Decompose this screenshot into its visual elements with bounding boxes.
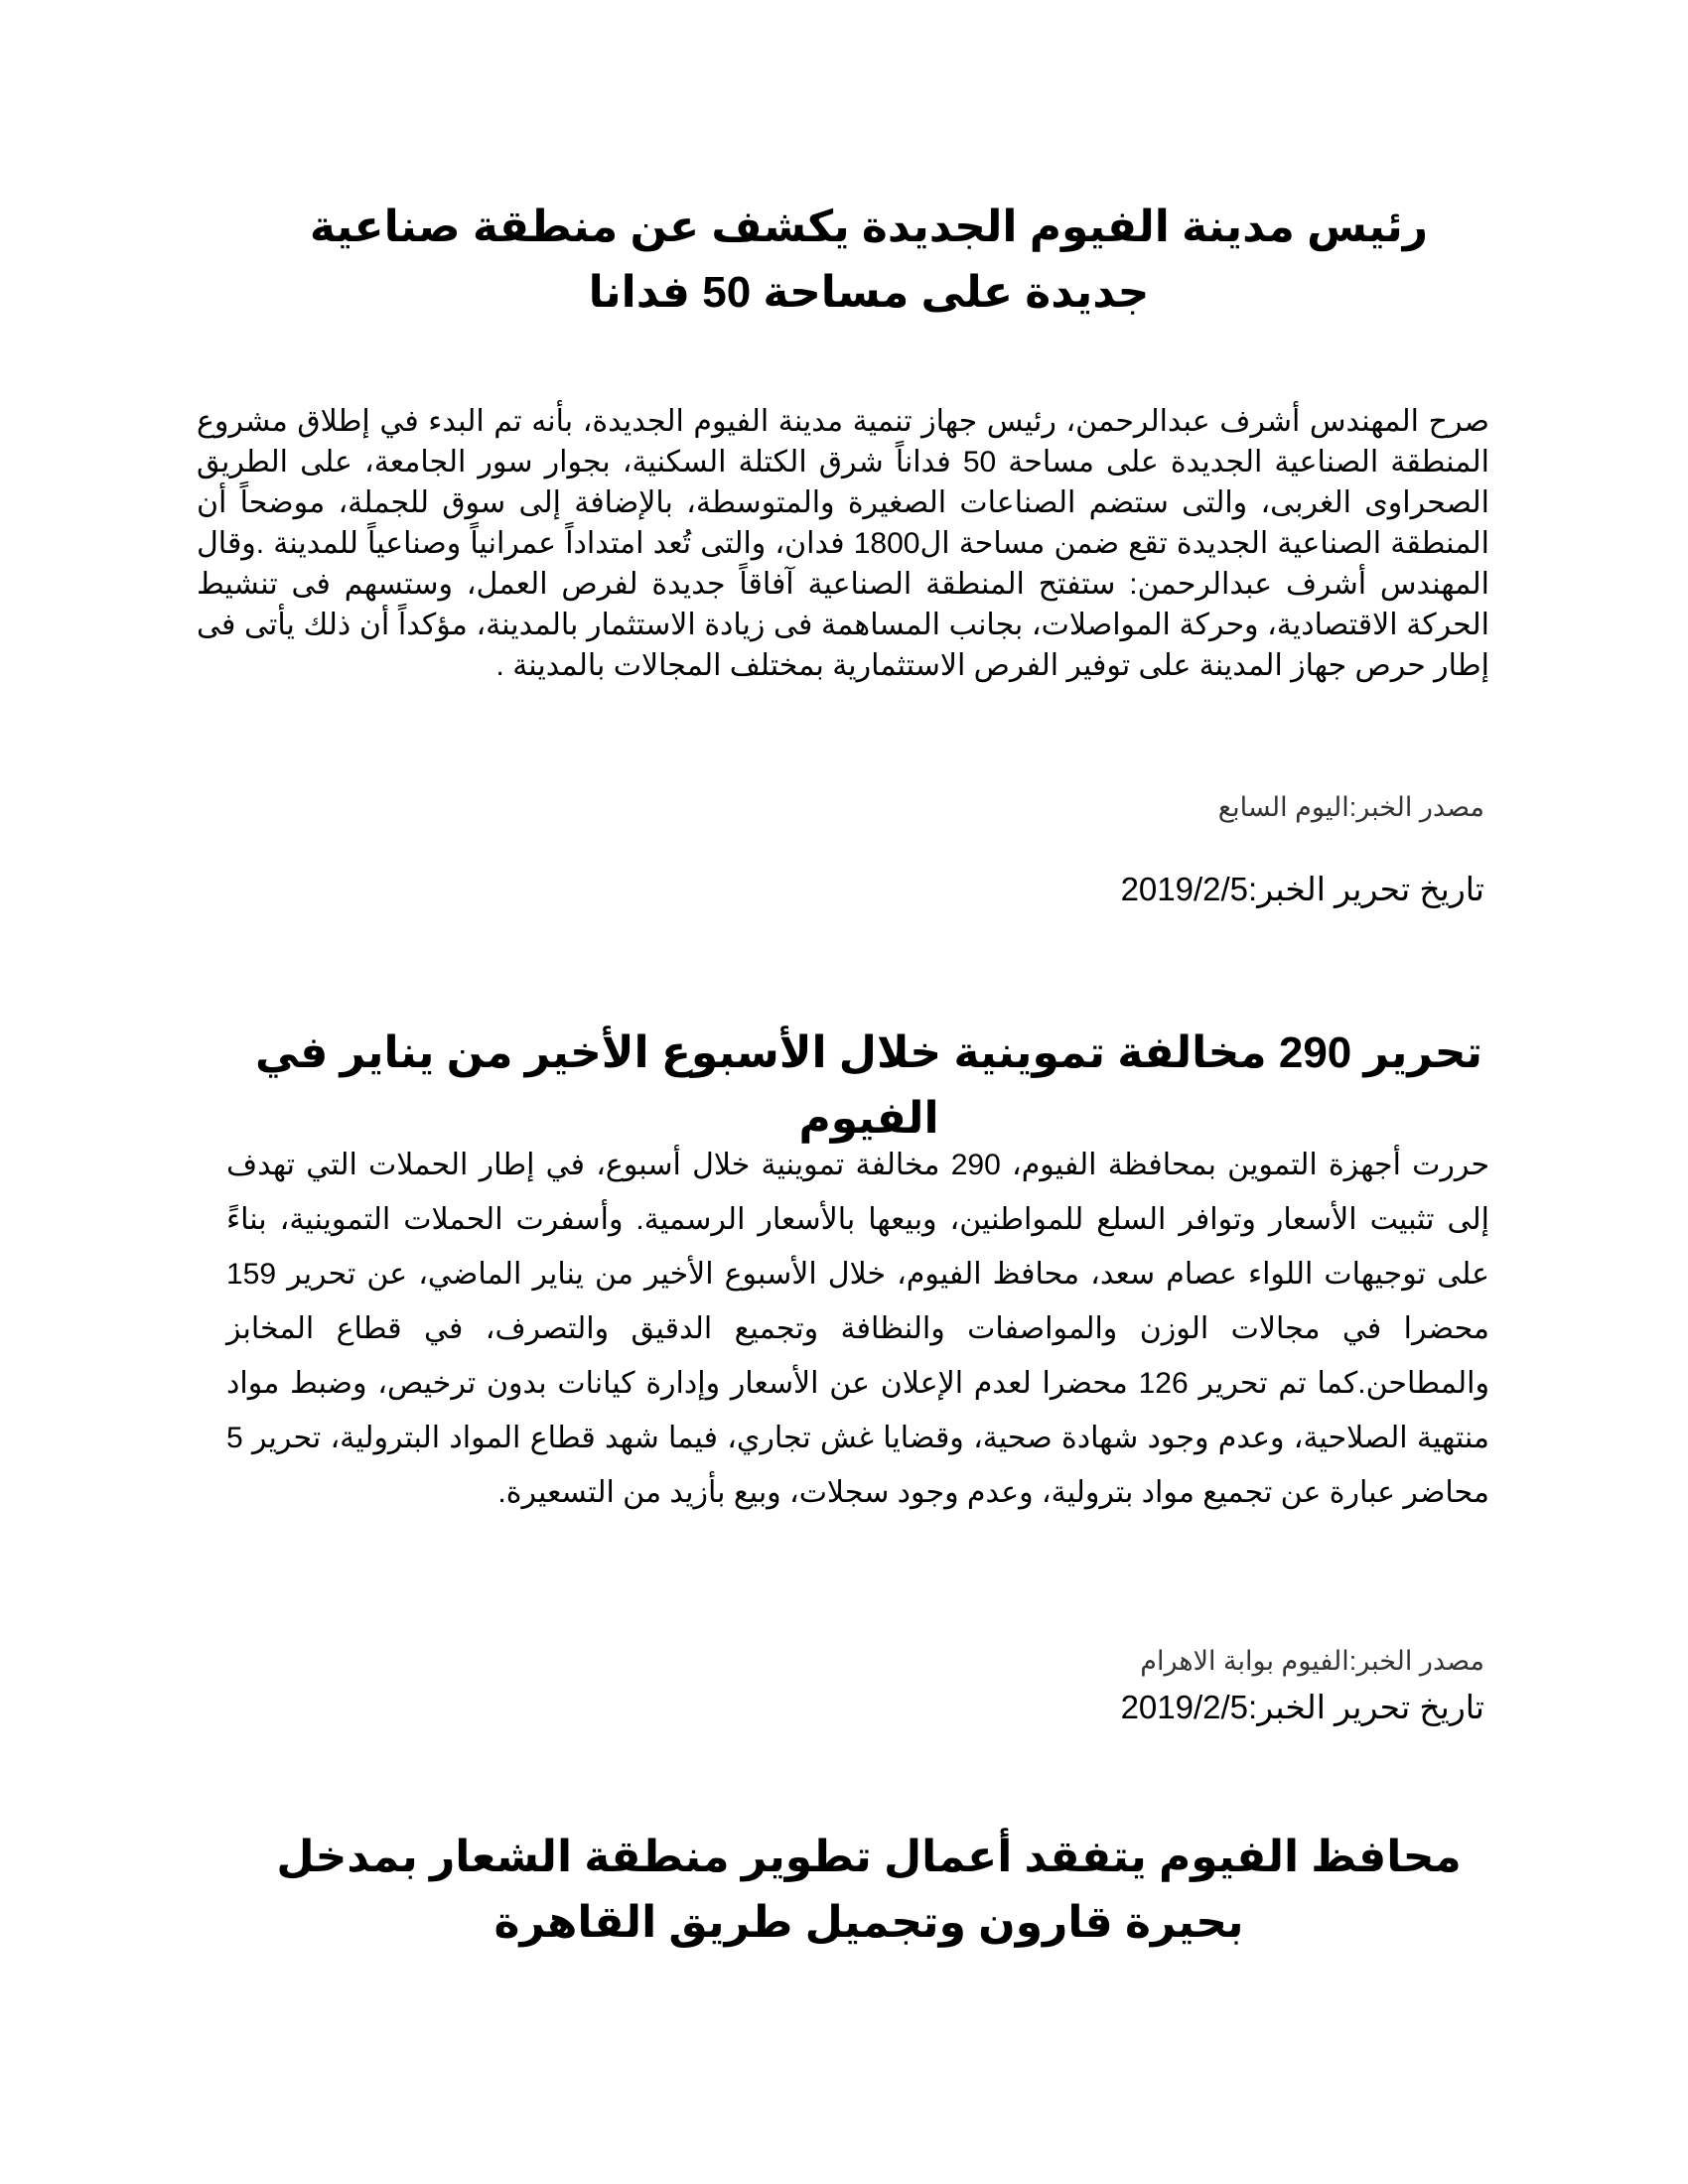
article-2-source: مصدر الخبر:الفيوم بوابة الاهرام: [1140, 1646, 1484, 1676]
article-1-source: مصدر الخبر:اليوم السابع: [1217, 792, 1484, 822]
article-2-date: تاريخ تحرير الخبر:2019/2/5: [1120, 1689, 1484, 1725]
article-2-body: حررت أجهزة التموين بمحافظة الفيوم، 290 مخالفة تموينية خلال أسبوع، في إطار الحملات التي تهدف إلى تثبيت الأسعار وتوافر السلع للمواطنين، وبيعها بالأسعار الرسمية. وأسفرت الحملات التموينية، بناءً على توجيهات اللواء عصام سعد، محافظ الفيوم، خلال الأسبوع الأخير من يناير الماضي، عن تحرير 159 محضرا في مجالات الوزن والمواصفات والنظافة وتجميع الدقيق والتصرف، في قطاع المخابز والمطاحن.كما تم تحرير 126 محضرا لعدم الإعلان عن الأسعار وإدارة كيانات بدون ترخيص، وضبط مواد منتهية الصلاحية، وعدم وجود شهادة صحية، وقضايا غش تجاري، فيما شهد قطاع المواد البترولية، تحرير 5 محاضر عبارة عن تجميع مواد بترولية، وعدم وجود سجلات، وبيع بأزيد من التسعيرة.: [226, 1149, 1490, 1509]
article-3-headline: محافظ الفيوم يتفقد أعمال تطوير منطقة الشعار بمدخل بحيرة قارون وتجميل طريق القاهرة: [276, 1833, 1462, 1947]
article-2-headline: تحرير 290 مخالفة تموينية خلال الأسبوع الأخير من يناير في الفيوم: [255, 1028, 1482, 1143]
article-1-headline: رئيس مدينة الفيوم الجديدة يكشف عن منطقة صناعية جديدة على مساحة 50 فدانا: [309, 203, 1429, 317]
article-1-date: تاريخ تحرير الخبر:2019/2/5: [1120, 871, 1484, 907]
article-1-body: صرح المهندس أشرف عبدالرحمن، رئيس جهاز تنمية مدينة الفيوم الجديدة، بأنه تم البدء في إطلاق مشروع المنطقة الصناعية الجديدة على مساحة 50 فداناً شرق الكتلة السكنية، بجوار سور الجامعة، على الطريق الصحراوى الغربى، والتى ستضم الصناعات الصغيرة والمتوسطة، بالإضافة إلى سوق للجملة، موضحاً أن المنطقة الصناعية الجديدة تقع ضمن مساحة ال1800 فدان، والتى تُعد امتداداً عمرانياً وصناعياً للمدينة .وقال المهندس أشرف عبدالرحمن: ستفتح المنطقة الصناعية آفاقاً جديدة لفرص العمل، وستسهم فى تنشيط الحركة الاقتصادية، وحركة المواصلات، بجانب المساهمة فى زيادة الاستثمار بالمدينة، مؤكداً أن ذلك يأتى فى إطار حرص جهاز المدينة على توفير الفرص الاستثمارية بمختلف المجالات بالمدينة .: [197, 405, 1489, 682]
